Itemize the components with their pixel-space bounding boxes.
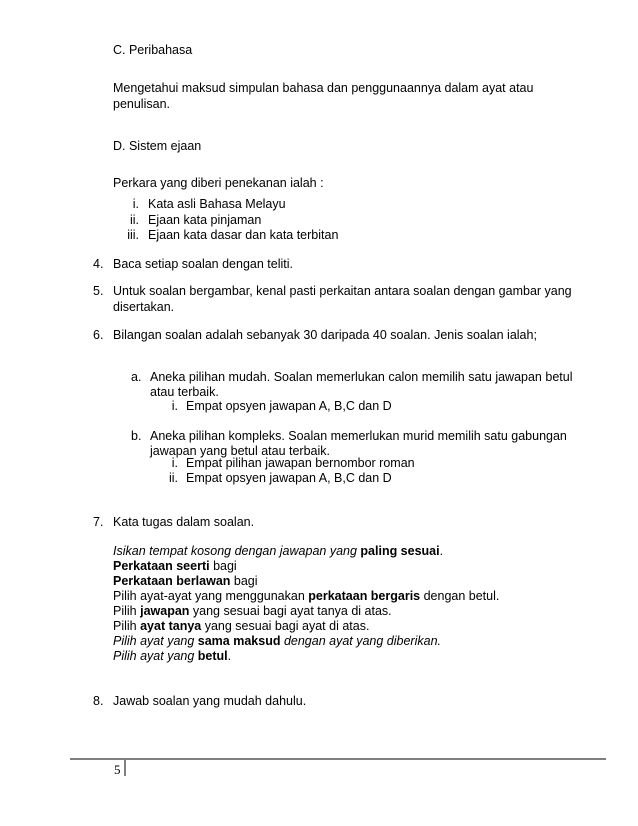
item-5-text-cont: disertakan.: [113, 300, 175, 314]
instruction-text: Isikan tempat kosong dengan jawapan yang: [113, 544, 361, 558]
instruction-line: [113, 618, 369, 634]
question-type-a-text-cont: atau terbaik.: [150, 385, 219, 399]
list-item: Kata asli Bahasa Melayu: [148, 197, 286, 211]
instruction-text: Pilih: [113, 604, 141, 618]
instruction-line: [113, 543, 443, 559]
instruction-line: [113, 648, 231, 664]
question-type-b-sub-item: Empat pilihan jawapan bernombor roman: [186, 456, 415, 470]
section-c-description-cont: penulisan.: [113, 97, 170, 111]
item-8-number: 8.: [93, 694, 104, 708]
instruction-emphasis: Perkataan seerti: [113, 559, 210, 573]
question-type-b-sub-number: i.: [171, 456, 178, 470]
instruction-emphasis: sama maksud: [197, 634, 281, 648]
question-type-b-text-cont: jawapan yang betul atau terbaik.: [150, 444, 330, 458]
section-d-intro: Perkara yang diberi penekanan ialah :: [113, 176, 324, 190]
instruction-emphasis: perkataan bergaris: [308, 589, 421, 603]
instruction-text: .: [439, 544, 444, 558]
list-item: Ejaan kata dasar dan kata terbitan: [148, 228, 339, 242]
list-item: Ejaan kata pinjaman: [148, 213, 262, 227]
section-c-title: C. Peribahasa: [113, 43, 193, 57]
item-5-number: 5.: [93, 284, 104, 298]
instruction-line: [113, 603, 392, 619]
instruction-text: yang sesuai bagi ayat di atas.: [201, 619, 370, 633]
list-item-number: iii.: [127, 228, 139, 242]
instruction-text: Pilih: [113, 619, 141, 633]
section-d-title: D. Sistem ejaan: [113, 139, 202, 153]
instruction-text: Pilih ayat yang: [113, 634, 198, 648]
instruction-line: [113, 588, 499, 604]
instruction-text: .: [227, 649, 232, 663]
question-type-b-letter: b.: [131, 429, 142, 443]
question-type-a-sub-item: Empat opsyen jawapan A, B,C dan D: [186, 399, 392, 413]
instruction-text: bagi: [209, 559, 237, 573]
item-5-text: Untuk soalan bergambar, kenal pasti perkaitan antara soalan dengan gambar yang: [113, 284, 572, 298]
question-type-a-sub-number: i.: [171, 399, 178, 413]
instruction-text: bagi: [230, 574, 258, 588]
item-7-text: Kata tugas dalam soalan.: [113, 515, 255, 529]
list-item-number: i.: [132, 197, 139, 211]
item-8-text: Jawab soalan yang mudah dahulu.: [113, 694, 307, 708]
instruction-line: [113, 558, 237, 574]
question-type-b-sub-item: Empat opsyen jawapan A, B,C dan D: [186, 471, 392, 485]
item-7-number: 7.: [93, 515, 104, 529]
question-type-a-letter: a.: [131, 370, 142, 384]
instruction-emphasis: paling sesuai: [360, 544, 440, 558]
question-type-b-sub-number: ii.: [168, 471, 178, 485]
item-6-text: Bilangan soalan adalah sebanyak 30 daripada 40 soalan. Jenis soalan ialah;: [113, 328, 537, 342]
section-c-description: Mengetahui maksud simpulan bahasa dan penggunaannya dalam ayat atau: [113, 81, 534, 95]
item-4-text: Baca setiap soalan dengan teliti.: [113, 257, 293, 271]
instruction-line: [113, 633, 441, 649]
instruction-text: Pilih ayat-ayat yang menggunakan: [113, 589, 309, 603]
instruction-text: dengan betul.: [420, 589, 500, 603]
instruction-text: Pilih ayat yang: [113, 649, 198, 663]
instruction-emphasis: ayat tanya: [140, 619, 202, 633]
question-type-b-text: Aneka pilihan kompleks. Soalan memerlukan murid memilih satu gabungan: [150, 429, 567, 443]
instruction-emphasis: betul: [197, 649, 228, 663]
item-4-number: 4.: [93, 257, 104, 271]
instruction-text: yang sesuai bagi ayat tanya di atas.: [189, 604, 392, 618]
instruction-text: dengan ayat yang diberikan.: [280, 634, 442, 648]
footer-divider: [70, 758, 606, 760]
question-type-a-text: Aneka pilihan mudah. Soalan memerlukan calon memilih satu jawapan betul: [150, 370, 573, 384]
page-number: 5: [114, 762, 121, 777]
instruction-emphasis: jawapan: [140, 604, 190, 618]
instruction-line: [113, 573, 258, 589]
instruction-emphasis: Perkataan berlawan: [113, 574, 231, 588]
item-6-number: 6.: [93, 328, 104, 342]
page-number-separator: [124, 760, 126, 776]
list-item-number: ii.: [129, 213, 139, 227]
